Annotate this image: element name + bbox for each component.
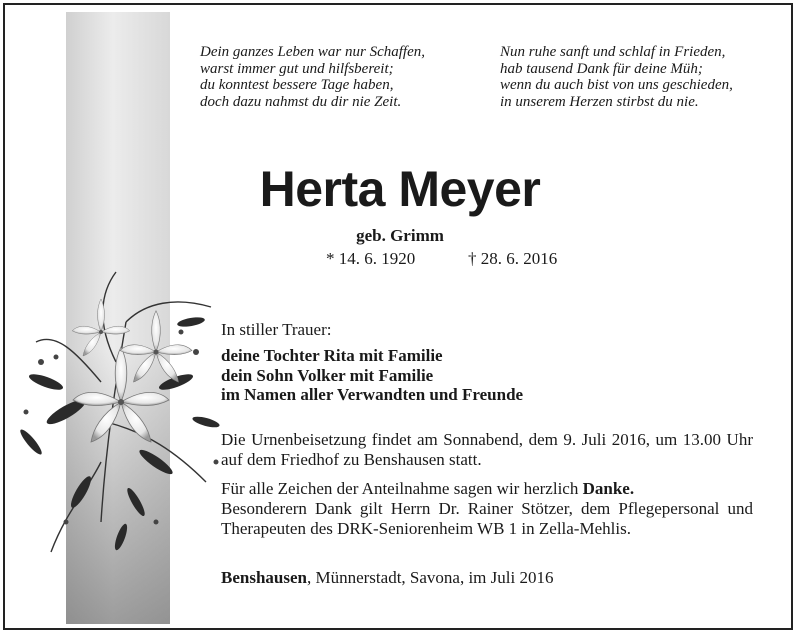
poem-line: du konntest bessere Tage haben, [200,77,394,94]
lily-bouquet-icon [6,262,236,562]
mourners-list [221,346,753,405]
thanks-text: Für alle Zeichen der Anteilnahme sagen wir herzlich [221,479,583,498]
poem-line: wenn du auch bist von uns geschieden, [500,77,733,94]
poem-line: hab tausend Dank für deine Müh; [500,60,703,77]
thanks-emphasis: Danke. [582,479,635,498]
mourner-line: dein Sohn Volker mit Familie [221,365,434,385]
deceased-name: Herta Meyer [259,161,541,217]
thanks-line [221,479,753,499]
poem-line: warst immer gut und hilfsbereit; [200,60,394,77]
poem-line: Dein ganzes Leben war nur Schaffen, [200,44,425,60]
closing-place: Benshausen [221,568,307,587]
death-date: † 28. 6. 2016 [468,249,558,268]
closing-rest: , Münnerstadt, Savona, im Juli 2016 [306,568,554,587]
mourner-line: im Namen aller Verwandten und Freunde [221,385,524,405]
birth-date: * 14. 6. 1920 [326,249,416,268]
poem-line: Nun ruhe sanft und schlaf in Frieden, [500,44,726,60]
poem-left [200,44,425,110]
service-announcement: Die Urnenbeisetzung findet am Sonnabend, dem 9. Juli 2016, um 13.00 Uhr auf dem Friedhof zu Benshausen statt. [221,430,753,469]
poem-right [500,44,733,110]
poem-line: doch dazu nahmst du dir nie Zeit. [200,93,402,110]
closing-line [221,568,753,588]
mourning-intro: In stiller Trauer: [221,320,332,339]
special-thanks: Besonderern Dank gilt Herrn Dr. Rainer Stötzer, dem Pflegepersonal und Therapeuten des DRK-Seniorenheim WB 1 in Zella-Mehlis. [221,499,753,538]
maiden-name: geb. Grimm [356,226,444,245]
poem-line: in unserem Herzen stirbst du nie. [500,93,699,110]
mourner-line: deine Tochter Rita mit Familie [221,346,443,365]
